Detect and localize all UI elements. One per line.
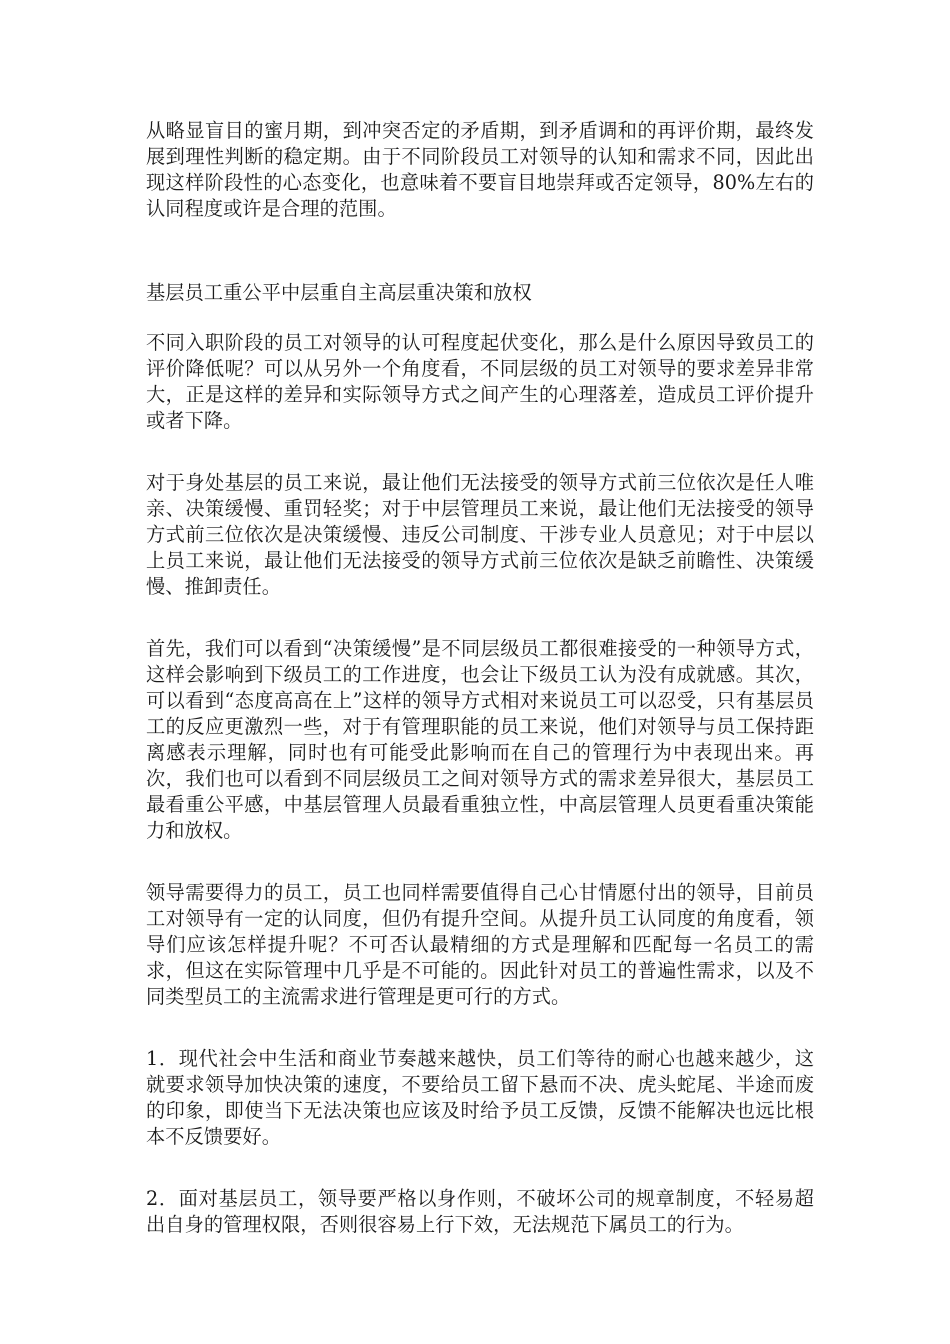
body-paragraph: 不同入职阶段的员工对领导的认可程度起伏变化，那么是什么原因导致员工的评价降低呢？可以从另外一个角度看，不同层级的员工对领导的要求差异非常大，正是这样的差异和实际领导方式之间产生的心理落差，造成员工评价提升或者下降。: [146, 331, 814, 432]
document-page: [146, 118, 814, 1274]
intro-paragraph: 从略显盲目的蜜月期，到冲突否定的矛盾期，到矛盾调和的再评价期，最终发展到理性判断的稳定期。由于不同阶段员工对领导的认知和需求不同，因此出现这样阶段性的心态变化，也意味着不要盲目地崇拜或否定领导，80%左右的认同程度或许是合理的范围。: [146, 119, 814, 220]
body-paragraph: 领导需要得力的员工，员工也同样需要值得自己心甘情愿付出的领导，目前员工对领导有一定的认同度，但仍有提升空间。从提升员工认同度的角度看，领导们应该怎样提升呢？不可否认最精细的方式是理解和匹配每一名员工的需求，但这在实际管理中几乎是不可能的。因此针对员工的普遍性需求，以及不同类型员工的主流需求进行管理是更可行的方式。: [146, 881, 814, 1008]
section-heading: 基层员工重公平中层重自主高层重决策和放权: [146, 281, 532, 304]
list-item-1: 1．现代社会中生活和商业节奏越来越快，员工们等待的耐心也越来越少，这就要求领导加快决策的速度，不要给员工留下悬而不决、虎头蛇尾、半途而废的印象，即使当下无法决策也应该及时给予员工反馈，反馈不能解决也远比根本不反馈要好。: [146, 1047, 814, 1148]
body-paragraph: 对于身处基层的员工来说，最让他们无法接受的领导方式前三位依次是任人唯亲、决策缓慢、重罚轻奖；对于中层管理员工来说，最让他们无法接受的领导方式前三位依次是决策缓慢、违反公司制度、干涉专业人员意见；对于中层以上员工来说，最让他们无法接受的领导方式前三位依次是缺乏前瞻性、决策缓慢、推卸责任。: [146, 471, 814, 598]
body-paragraph: 首先，我们可以看到“决策缓慢”是不同层级员工都很难接受的一种领导方式，这样会影响到下级员工的工作进度，也会让下级员工认为没有成就感。其次，可以看到“态度高高在上”这样的领导方式相对来说员工可以忍受，只有基层员工的反应更激烈一些，对于有管理职能的员工来说，他们对领导与员工保持距离感表示理解，同时也有可能受此影响而在自己的管理行为中表现出来。再次，我们也可以看到不同层级员工之间对领导方式的需求差异很大，基层员工最看重公平感，中基层管理人员最看重独立性，中高层管理人员更看重决策能力和放权。: [146, 637, 814, 842]
list-item-2: 2．面对基层员工，领导要严格以身作则，不破坏公司的规章制度，不轻易超出自身的管理权限，否则很容易上行下效，无法规范下属员工的行为。: [146, 1187, 814, 1236]
